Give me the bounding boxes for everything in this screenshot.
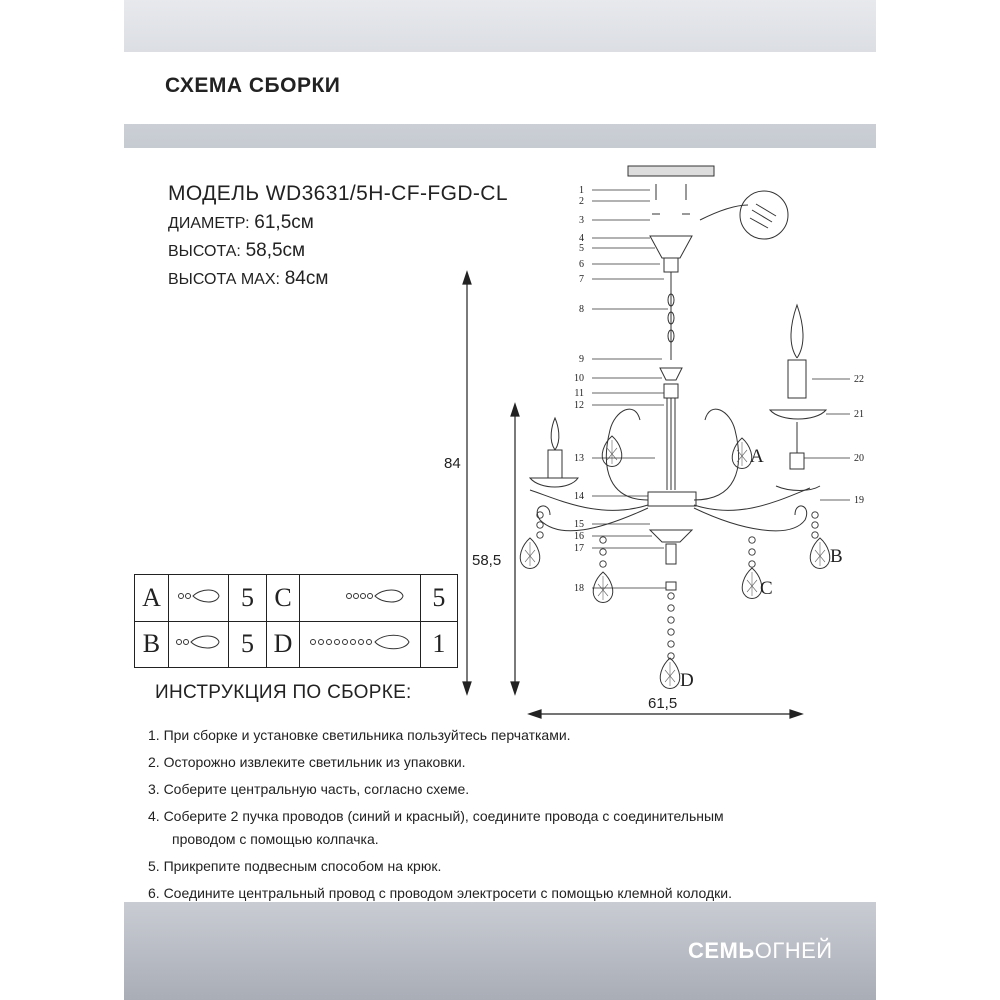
spec-height-max-label: ВЫСОТА MAX: [168, 271, 280, 288]
part-b-key: B [135, 621, 169, 668]
dim-height: 58,5 [472, 552, 502, 569]
part-c-picture [300, 575, 420, 622]
callout-16: 16 [574, 531, 584, 542]
brand-light: ОГНЕЙ [754, 938, 833, 963]
parts-table [134, 574, 458, 668]
callout-20: 20 [854, 453, 864, 464]
callout-9: 9 [579, 354, 584, 365]
callout-leaders [592, 190, 850, 588]
letter-b: B [830, 546, 843, 567]
brand-bold: СЕМЬ [688, 938, 755, 963]
callout-18: 18 [574, 583, 584, 594]
callout-12: 12 [574, 400, 584, 411]
callout-2: 2 [579, 196, 584, 207]
part-a-key: A [135, 575, 169, 622]
spec-diameter-value: 61,5см [254, 212, 314, 233]
callout-7: 7 [579, 274, 584, 285]
spec-height-value: 58,5см [245, 240, 306, 261]
brand-logo [688, 938, 833, 964]
letter-a: A [750, 446, 764, 467]
callout-numbers [574, 185, 864, 594]
callout-13: 13 [574, 453, 584, 464]
part-c-key: C [266, 575, 300, 622]
callout-11: 11 [574, 388, 584, 399]
instruction-step: 4. Соберите 2 пучка проводов (синий и красный), соедините провода с соединительным [148, 808, 724, 824]
letter-c: C [760, 578, 773, 599]
callout-10: 10 [574, 373, 584, 384]
part-a-count: 5 [229, 575, 266, 622]
part-b-count: 5 [229, 621, 266, 668]
callout-14: 14 [574, 491, 584, 502]
drop-d-icon [305, 632, 415, 652]
parts-row [135, 575, 458, 622]
part-b-picture [168, 621, 228, 668]
part-a-picture [168, 575, 228, 622]
part-c-count: 5 [420, 575, 457, 622]
drop-c-icon [305, 586, 415, 606]
callout-6: 6 [579, 259, 584, 270]
instruction-step: 2. Осторожно извлеките светильник из упаковки. [148, 754, 466, 770]
page-title: СХЕМА СБОРКИ [165, 74, 341, 97]
instruction-step: 6. Соедините центральный провод с проводом электросети с помощью клемной колодки. [148, 885, 733, 901]
instruction-step-continued: проводом с помощью колпачка. [172, 831, 379, 847]
callout-3: 3 [579, 215, 584, 226]
callout-4: 4 [579, 233, 584, 244]
drop-a-icon [173, 586, 225, 606]
callout-5: 5 [579, 243, 584, 254]
drop-b-icon [173, 632, 225, 652]
dim-height-max: 84 [444, 455, 461, 472]
instruction-step: 3. Соберите центральную часть, согласно схеме. [148, 781, 470, 797]
spec-height-max-value: 84см [284, 268, 329, 289]
part-d-key: D [266, 621, 300, 668]
parts-row [135, 621, 458, 668]
instructions-title: ИНСТРУКЦИЯ ПО СБОРКЕ: [155, 682, 412, 703]
callout-8: 8 [579, 304, 584, 315]
callout-1: 1 [579, 185, 584, 196]
letter-d: D [680, 670, 694, 691]
part-d-count: 1 [420, 621, 457, 668]
ceiling-mount [628, 166, 788, 360]
callout-15: 15 [574, 519, 584, 530]
instruction-step: 1. При сборке и установке светильника пользуйтесь перчатками. [148, 727, 571, 743]
model-name: МОДЕЛЬ WD3631/5H-CF-FGD-CL [168, 182, 508, 205]
callout-22: 22 [854, 374, 864, 385]
dimension-lines [463, 272, 802, 718]
spec-diameter-label: ДИАМЕТР: [168, 215, 250, 232]
part-d-picture [300, 621, 420, 668]
dim-diameter: 61,5 [648, 695, 678, 712]
spec-height-label: ВЫСОТА: [168, 243, 241, 260]
instruction-step: 5. Прикрепите подвесным способом на крюк. [148, 858, 442, 874]
callout-19: 19 [854, 495, 864, 506]
callout-21: 21 [854, 409, 864, 420]
callout-17: 17 [574, 543, 584, 554]
